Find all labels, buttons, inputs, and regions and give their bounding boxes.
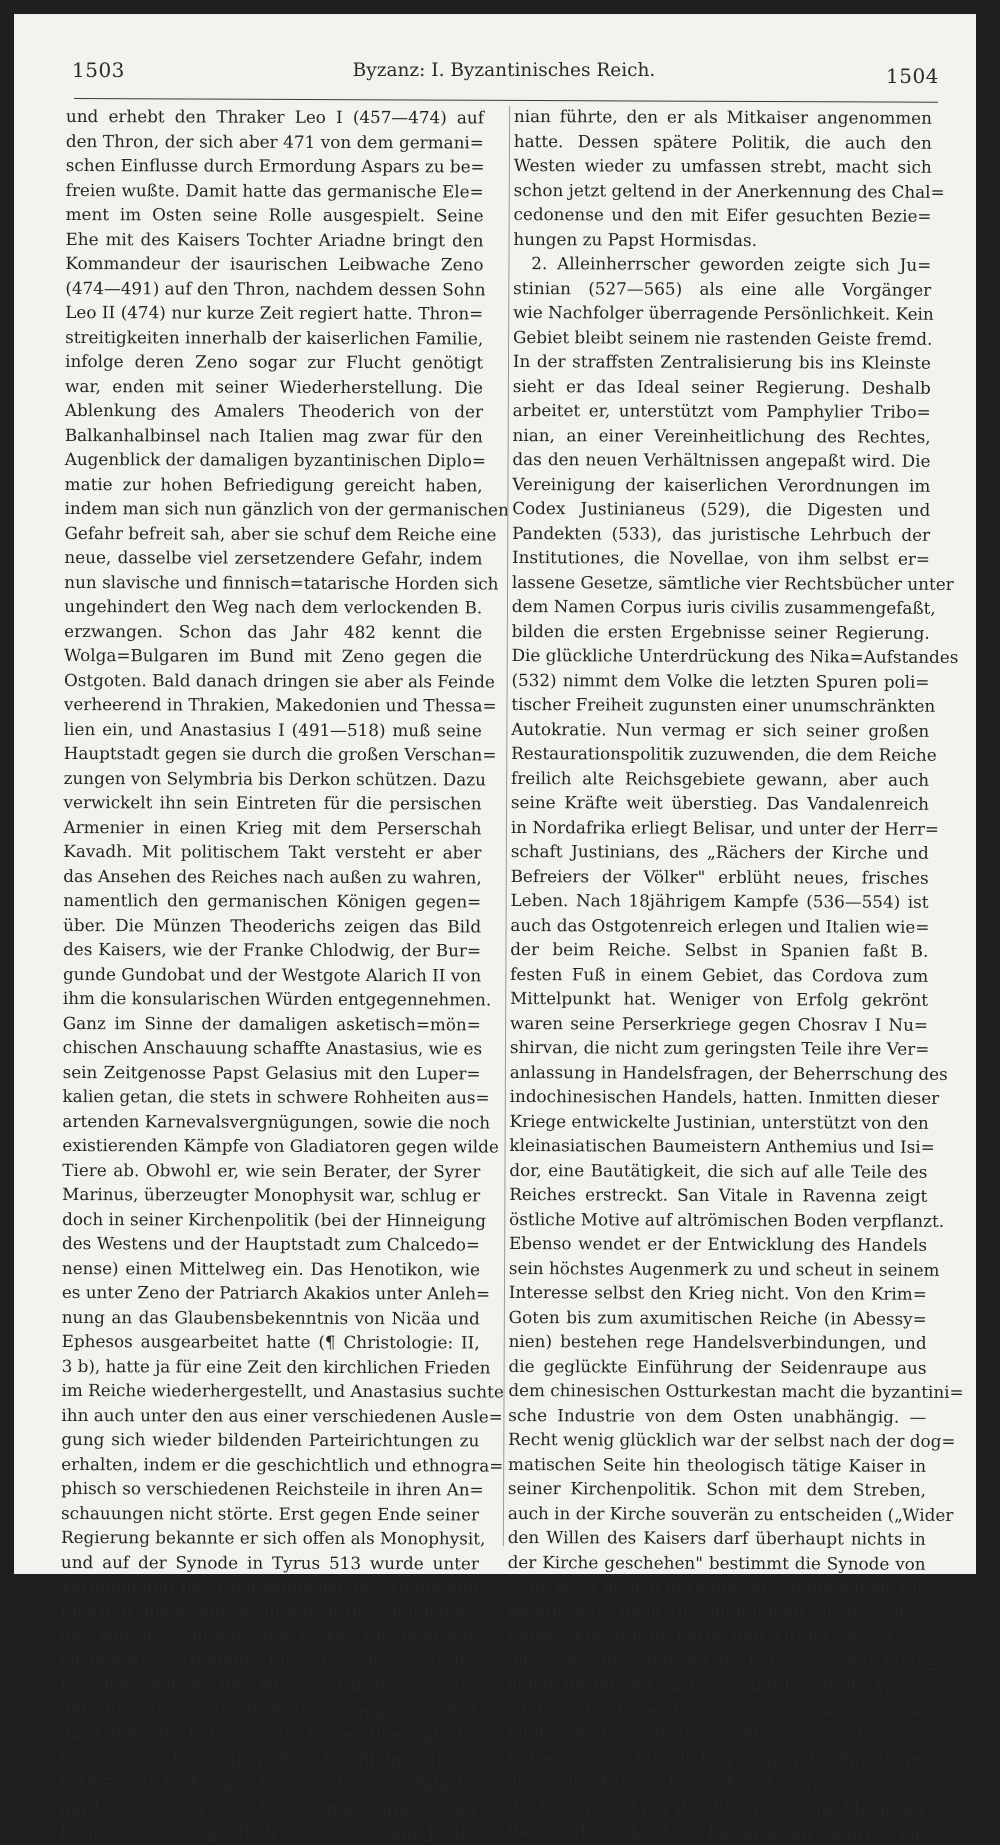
text-line: sind es, die diesen Cäsaropapismus weiter aus= — [506, 1698, 926, 1721]
text-line: Armenier in einen Krieg mit dem Perserschah — [63, 816, 482, 838]
text-line: nian, an einer Vereinheitlichung des Rechtes, — [512, 424, 931, 447]
text-line: Vereinigung der kaiserlichen Verordnungen im — [512, 473, 931, 496]
text-line: neue, dasselbe viel zersetzendere Gefahr, indem — [64, 546, 483, 569]
text-line: sieht er das Ideal seiner Regierung. Deshalb — [512, 375, 931, 398]
text-line: die geglückte Einführung der Seidenraupe aus — [508, 1355, 927, 1378]
text-line: das den neuen Verhältnissen angepaßt wird. Die — [512, 448, 931, 471]
text-line: und erhebt den Thraker Leo I (457—474) auf — [65, 105, 484, 128]
text-line: Restaurationspolitik zuzuwenden, die dem Reiche — [511, 742, 937, 765]
text-line: erzwangen. Schon das Jahr 482 kennt die — [64, 620, 483, 642]
text-line: Ostgoten. Bald danach dringen sie aber als Feinde — [63, 669, 495, 692]
text-line: Marinus, überzeugter Monophysit war, schlug er — [62, 1183, 481, 1206]
text-line: Kriege entwickelte Justinian, unterstützt von den — [509, 1110, 929, 1133]
text-line: Gefahr befreit sah, aber sie schuf dem Reiche eine — [64, 522, 497, 545]
scanned-page — [14, 14, 976, 1843]
text-line: Orthodoxie verteidigte. Einer Versöhnung stell= — [60, 1649, 479, 1671]
text-line: schen Einflusse durch Ermordung Aspars zu be= — [65, 154, 485, 177]
text-line: feierlich anerkannt, während in der Hauptstadt — [60, 1600, 479, 1622]
text-line: Ganz im Sinne der damaligen asketisch=mön= — [62, 1012, 481, 1034]
text-line: den Willen des Kaisers darf überhaupt nichts in — [507, 1526, 926, 1549]
text-line: schaft Justinians, des „Rächers der Kirche und — [510, 840, 929, 863]
text-line: cedonense und den mit Eifer gesuchten Bezie= — [513, 203, 932, 226]
text-line: dung, der Patriarch von Konstantinopel ist sein — [506, 1771, 925, 1794]
text-line: über. Die Münzen Theoderichs zeigen das Bild — [63, 914, 482, 936]
text-line: seiner Kirchenpolitik. Schon mit dem Streben, — [507, 1477, 927, 1500]
text-line: (532) nimmt dem Volke die letzten Spuren poli= — [511, 669, 930, 692]
text-line: Codex Justinianeus (529), die Digesten und — [512, 497, 931, 520]
text-line: ten dann wieder die Mönche Palästinas unter — [60, 1673, 479, 1696]
text-line: die Wut des aufgereizten Volkes die bedrohte — [60, 1624, 479, 1647]
text-line: Mittelpunkt hat. Weniger von Erfolg gekrönt — [510, 987, 929, 1010]
text-line: Leben. Nach 18jährigem Kampfe (536—554) ist — [510, 889, 929, 912]
text-line: war, enden mit seiner Wiederherstellung. Die — [64, 375, 484, 397]
text-line: doch in seiner Kirchenpolitik (bei der Hinneigung — [62, 1208, 487, 1230]
text-line: hungen zu Papst Hormisdas. — [513, 228, 758, 250]
text-line: seine Kräfte weit überstieg. Das Vandalenreich — [510, 791, 929, 814]
text-line: ihn auch unter den aus einer verschiedenen Ausle= — [61, 1404, 503, 1427]
text-line: und auf der Synode in Tyrus 513 wurde unter — [60, 1551, 479, 1573]
text-line: matischen Seite hin theologisch tätige Kaiser in — [508, 1453, 927, 1476]
text-line: namentlich den germanischen Königen gegen= — [63, 889, 482, 912]
text-line: arbeitet er, unterstützt vom Pamphylier Tribo= — [512, 399, 931, 422]
text-line: In der straffsten Zentralisierung bis ins Kleinste — [512, 350, 931, 373]
text-line: Ephesos ausgearbeitet hatte (¶ Christologie: II, — [61, 1330, 480, 1353]
text-line: Die glückliche Unterdrückung des Nika=Aufstandes — [511, 644, 959, 667]
text-line: den Thron, der sich aber 471 von dem germani= — [65, 130, 484, 152]
text-line: stinian (527—565) als eine alle Vorgänger — [513, 277, 932, 300]
text-line: im Reiche wiederhergestellt, und Anastasius suchte — [61, 1379, 504, 1402]
running-head: Byzanz: I. Byzantinisches Reich. — [352, 60, 656, 81]
page-number-right: 1504 — [886, 64, 939, 88]
text-line: kalien getan, die stets in schwere Rohheiten aus= — [62, 1085, 490, 1108]
text-line: Hauptstadt gegen sie durch die großen Verschan= — [63, 742, 497, 765]
header-rule — [74, 98, 938, 103]
text-line: indochinesischen Handels, hatten. Inmitten dieser — [509, 1085, 940, 1108]
text-line: Ebenso wendet er der Entwicklung des Handels — [508, 1232, 928, 1255]
text-line: bilden die ersten Ergebnisse seiner Regierung. — [511, 620, 930, 643]
text-line: artenden Karnevalsvergnügungen, sowie die noch — [62, 1110, 491, 1132]
text-line: indem man sich nun gänzlich von der germanischen — [64, 497, 509, 520]
text-line: garde, war mehr dem Namen nach Inhaber der — [60, 1796, 479, 1818]
text-line: Werkzeug, und nur der Klerus ist eine Macht im — [506, 1796, 925, 1819]
text-line: gerade jetzt nach Unabhängigkeit sucht. Schon — [507, 1600, 926, 1623]
text-line: licher Beziehung. Justinian und Leo II der Weise — [507, 1673, 926, 1696]
text-line: ungehindert den Weg nach dem verlockenden B. — [64, 595, 483, 618]
text-line: 2. Alleinherrscher geworden zeigte sich Ju= — [531, 253, 932, 275]
text-line: freien wußte. Damit hatte das germanische Ele= — [65, 179, 484, 201]
text-line: shirvan, die nicht zum geringsten Teile ihre Ver= — [509, 1036, 930, 1059]
text-line: Wolga=Bulgaren im Bund mit Zeno gegen die — [64, 644, 483, 667]
text-line: der beim Reiche. Selbst in Spanien faßt B. — [510, 938, 929, 961]
text-line: zungen von Selymbria bis Derkon schützen. Dazu — [63, 767, 486, 789]
text-line: nung an das Glaubensbekenntnis von Nicäa und — [61, 1306, 480, 1328]
text-line: nun slavische und finnisch=tatarische Horden sich — [64, 571, 499, 594]
text-line: Interesse selbst den Krieg nicht. Von den Krim= — [508, 1281, 927, 1304]
text-line: hatte. Dessen spätere Politik, die auch den — [513, 130, 932, 153]
text-line: sein Zeitgenosse Papst Gelasius mit den Luper= — [62, 1061, 481, 1083]
text-line: Ehe mit des Kaisers Tochter Ariadne bringt den — [65, 228, 484, 250]
text-line: nien) bestehen rege Handelsverbindungen, und — [508, 1330, 927, 1353]
text-line: lassene Gesetze, sämtliche vier Rechtsbücher unter — [511, 571, 954, 594]
text-line: schon jetzt geltend in der Anerkennung des Chal= — [513, 179, 945, 202]
text-line: es unter Zeno der Patriarch Akakios unter Anleh= — [61, 1281, 491, 1304]
text-line: Augenblick der damaligen byzantinischen Diplo= — [64, 448, 486, 471]
text-line: streitigkeiten innerhalb der kaiserlichen Familie, — [65, 326, 484, 348]
text-line: verheerend in Thrakien, Makedonien und Thessa= — [63, 693, 497, 716]
text-line: östliche Motive auf altrömischen Boden verpflanzt. — [509, 1208, 945, 1231]
text-line: das Ansehen des Reiches nach außen zu wahren, — [63, 865, 482, 887]
text-line: des Kaisers, wie der Franke Chlodwig, der Bur= — [63, 938, 482, 961]
text-line: des Westens und der Hauptstadt zum Chalcedo= — [61, 1232, 481, 1255]
text-line: Westen wieder zu umfassen strebt, macht sich — [513, 154, 932, 177]
right-column — [506, 104, 964, 1845]
text-line: waren seine Perserkriege gegen Chosrav I Nu= — [509, 1012, 929, 1035]
text-line: phisch so verschiedenen Reichsteile in ihren An= — [61, 1477, 484, 1500]
text-line: dieser Machtentfaltung des Kaisers auch in kirch= — [507, 1649, 942, 1672]
text-line: dem Namen Corpus iuris civilis zusammengefaßt, — [511, 595, 936, 618]
text-line: verwickelt ihn sein Eintreten für die persischen — [63, 791, 482, 814]
text-line: wie Nachfolger überragende Persönlichkeit. Kein — [513, 301, 934, 324]
text-line: Ablenkung des Amalers Theoderich von der — [64, 399, 483, 422]
text-line: Stürmen zu Ende ging. Sein Nachfolger Justin — [60, 1747, 479, 1769]
text-line: auch das Ostgotenreich erlegen und Italien wie= — [510, 914, 930, 937]
text-line: 536), setzt er sich in Gegensatz zu derselben, die — [507, 1575, 928, 1598]
page-number-left: 1503 — [72, 58, 125, 82]
text-line: das Leben des Kaisers unter harten theologischen — [60, 1722, 489, 1745]
text-line: ihm die konsularischen Würden entgegennehmen. — [62, 987, 492, 1010]
text-line: Regierung bekannte er sich offen als Monophysit, — [60, 1526, 486, 1549]
text-line: Kaiser Konstantin hatte den Grund gelegt zu — [507, 1624, 926, 1647]
text-line: ment im Osten seine Rolle ausgespielt. Seine — [65, 203, 484, 226]
text-line: Pandekten (533), das juristische Lehrbuch der — [512, 522, 931, 545]
text-line: Kommandeur der isaurischen Leibwache Zeno — [65, 252, 484, 275]
text-line: erhalten, indem er die geschichtlich und ethnogra= — [61, 1453, 504, 1476]
text-line: bilden. Seitdem beansprucht der byzantinische — [506, 1722, 925, 1745]
text-line: existierenden Kämpfe von Gladiatoren gegen wilde — [62, 1134, 499, 1157]
text-line: nense) einen Mittelweg ein. Das Henotikon, wie — [61, 1257, 480, 1279]
text-line: tischer Freiheit zugunsten einer unumschränkten — [511, 693, 936, 716]
text-line: dem hl. Sabas laute Proteste entgegen, so daß — [60, 1698, 479, 1720]
text-line: Leo II (474) nur kurze Zeit regiert hatte. Thron= — [65, 301, 484, 324]
text-line: (518—527), bisheriger Kommandeur der Palast= — [60, 1771, 479, 1794]
text-line: sein höchstes Augenmerk zu und scheut in seinem — [508, 1257, 940, 1280]
text-line: gunde Gundobat und der Westgote Alarich II von — [62, 963, 482, 985]
text-line: Reiches erstreckt. San Vitale in Ravenna zeigt — [509, 1183, 928, 1206]
text-line: Kaiser auch in kirchlichen Dingen die Entschei= — [506, 1747, 925, 1770]
text-line: Institutiones, die Novellae, von ihm selbst er= — [511, 546, 931, 569]
text-line: anlassung in Handelsfragen, der Beherrschung des — [509, 1061, 948, 1084]
text-line: Regierung, die eigentlich schon sein Neffe Justi= — [59, 1820, 481, 1843]
text-line: Goten bis zum axumitischen Reiche (in Abessy= — [508, 1306, 927, 1329]
text-line: sche Industrie von dem Osten unabhängig. — — [508, 1404, 927, 1427]
text-line: Balkanhalbinsel nach Italien mag zwar für den — [64, 424, 483, 446]
text-line: chischen Anschauung schaffte Anastasius, wie es — [62, 1036, 483, 1059]
text-line: Verdammung des Chalcedonense das Henotikon — [60, 1575, 479, 1598]
text-line: gung sich wieder bildenden Parteirichtungen zu — [61, 1428, 480, 1451]
text-line: freilich alte Reichsgebiete gewann, aber auch — [511, 767, 930, 790]
text-line: in Nordafrika erliegt Belisar, und unter der Herr= — [510, 816, 939, 839]
text-line: Kavadh. Mit politischem Takt versteht er aber — [63, 840, 482, 863]
text-line: Autokratie. Nun vermag er sich seiner großen — [511, 718, 930, 741]
text-line: festen Fuß in einem Gebiet, das Cordova zum — [510, 963, 929, 986]
text-line: dor, eine Bautätigkeit, die sich auf alle Teile des — [509, 1159, 928, 1182]
left-column — [59, 104, 509, 1845]
text-line: nian führte, den er als Mitkaiser angenommen — [513, 105, 932, 128]
text-line: (474—491) auf den Thron, nachdem dessen Sohn — [65, 277, 486, 299]
text-line: auch in der Kirche souverän zu entscheiden („Wider — [507, 1502, 954, 1525]
text-line: Reiche, die sich oft der kaiserlichen Autorität ent= — [506, 1820, 942, 1843]
text-line: infolge deren Zeno sogar zur Flucht genötigt — [65, 350, 484, 373]
text-line: lien ein, und Anastasius I (491—518) muß seine — [63, 718, 482, 740]
text-line: dem chinesischen Ostturkestan macht die byzantini= — [508, 1379, 964, 1402]
text-line: schauungen nicht störte. Erst gegen Ende seiner — [61, 1502, 480, 1524]
text-line: matie zur hohen Befriedigung gereicht haben, — [64, 473, 483, 495]
text-line: Befreiers der Völker" erblüht neues, frisches — [510, 865, 929, 888]
text-line: der Kirche geschehen" bestimmt die Synode von — [507, 1551, 926, 1574]
text-line: 3 b), hatte ja für eine Zeit den kirchlichen Frieden — [61, 1355, 491, 1377]
text-line: Recht wenig glücklich war der selbst nach der dog= — [508, 1428, 956, 1451]
text-line: Tiere ab. Obwohl er, wie sein Berater, der Syrer — [62, 1159, 481, 1181]
text-line: Gebiet bleibt seinem nie rastenden Geiste fremd. — [512, 326, 933, 349]
text-line: kleinasiatischen Baumeistern Anthemius und Isi= — [509, 1134, 935, 1157]
